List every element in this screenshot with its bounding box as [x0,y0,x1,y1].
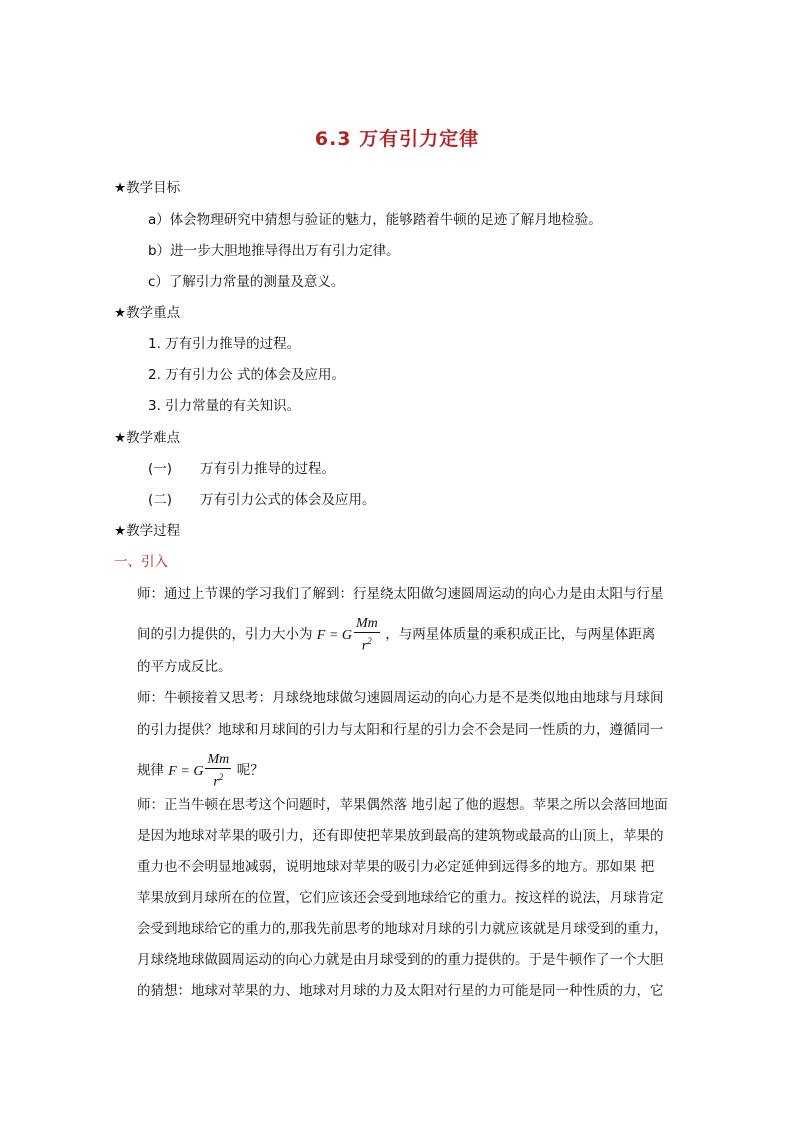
goal-item: a）体会物理研究中猜想与验证的魅力，能够踏着牛顿的足迹了解月地检验。 [148,212,602,228]
difficulty-marker: (一) [148,461,173,477]
goal-item: c）了解引力常量的测量及意义。 [148,274,345,290]
difficulty-item [148,459,335,479]
paragraph-line: 是因为地球对苹果的吸引力，还有即使把苹果放到最高的建筑物或最高的山顶上，苹果的 [137,828,664,844]
paragraph-line: 师：正当牛顿在思考这个问题时，苹果偶然落 地引起了他的遐想。苹果之所以会落回地面 [137,797,668,813]
paragraph-line: 的猜想：地球对苹果的力、地球对月球的力及太阳对行星的力可能是同一种性质的力，它 [137,983,664,999]
difficulty-item [148,490,376,510]
section-heading-goals: ★教学目标 [114,180,181,196]
paragraph-line: 月球绕地球做圆周运动的向心力就是由月球受到的的重力提供的。于是牛顿作了一个大胆 [137,952,664,968]
section-heading-process: ★教学过程 [114,523,181,539]
keypoint-item: 3. 引力常量的有关知识。 [148,398,301,414]
difficulty-text: 万有引力推导的过程。 [200,461,336,477]
section-heading-difficulties: ★教学难点 [114,430,181,446]
paragraph-line: 师：牛顿接着又思考：月球绕地球做匀速圆周运动的向心力是不是类似地由地球与月球间 [137,690,664,706]
difficulty-marker: (二) [148,492,173,508]
paragraph-line-with-formula: 规律 F = G $\frac{Mm}{r^2}$ 呢？ [137,752,264,790]
goal-item: b）进一步大胆地推导得出万有引力定律。 [148,243,400,259]
difficulty-text: 万有引力公式的体会及应用。 [200,492,376,508]
paragraph-line: 会受到地球给它的重力的,那我先前思考的地球对月球的引力就应该就是月球受到的重力， [137,921,668,937]
page-title: 6.3 万有引力定律 [314,128,480,150]
keypoint-item: 1. 万有引力推导的过程。 [148,336,301,352]
gravitation-formula: F = G $\frac{Mm}{r^2}$ [316,616,378,654]
paragraph-line-with-formula: 间的引力提供的，引力大小为 F = G $\frac{Mm}{r^2}$ ，与两星体质量的乘积成正比，与两星体距离 [137,616,656,654]
section-heading-keypoints: ★教学重点 [114,305,181,321]
paragraph-line: 师：通过上节课的学习我们了解到：行星绕太阳做匀速圆周运动的向心力是由太阳与行星 [137,586,664,602]
paragraph-line: 重力也不会明显地减弱，说明地球对苹果的吸引力必定延伸到远得多的地方。那如果 把 [137,859,655,875]
paragraph-line: 的平方成反比。 [137,659,232,675]
paragraph-line: 的引力提供？地球和月球间的引力与太阳和行星的引力会不会是同一性质的力，遵循同一 [137,722,664,738]
paragraph-line: 苹果放到月球所在的位置，它们应该还会受到地球给它的重力。按这样的说法，月球肯定 [137,890,664,906]
gravitation-formula: F = G $\frac{Mm}{r^2}$ [168,752,230,790]
subsection-heading-intro: 一、引入 [114,554,168,570]
keypoint-item: 2. 万有引力公 式的体会及应用。 [148,367,345,383]
